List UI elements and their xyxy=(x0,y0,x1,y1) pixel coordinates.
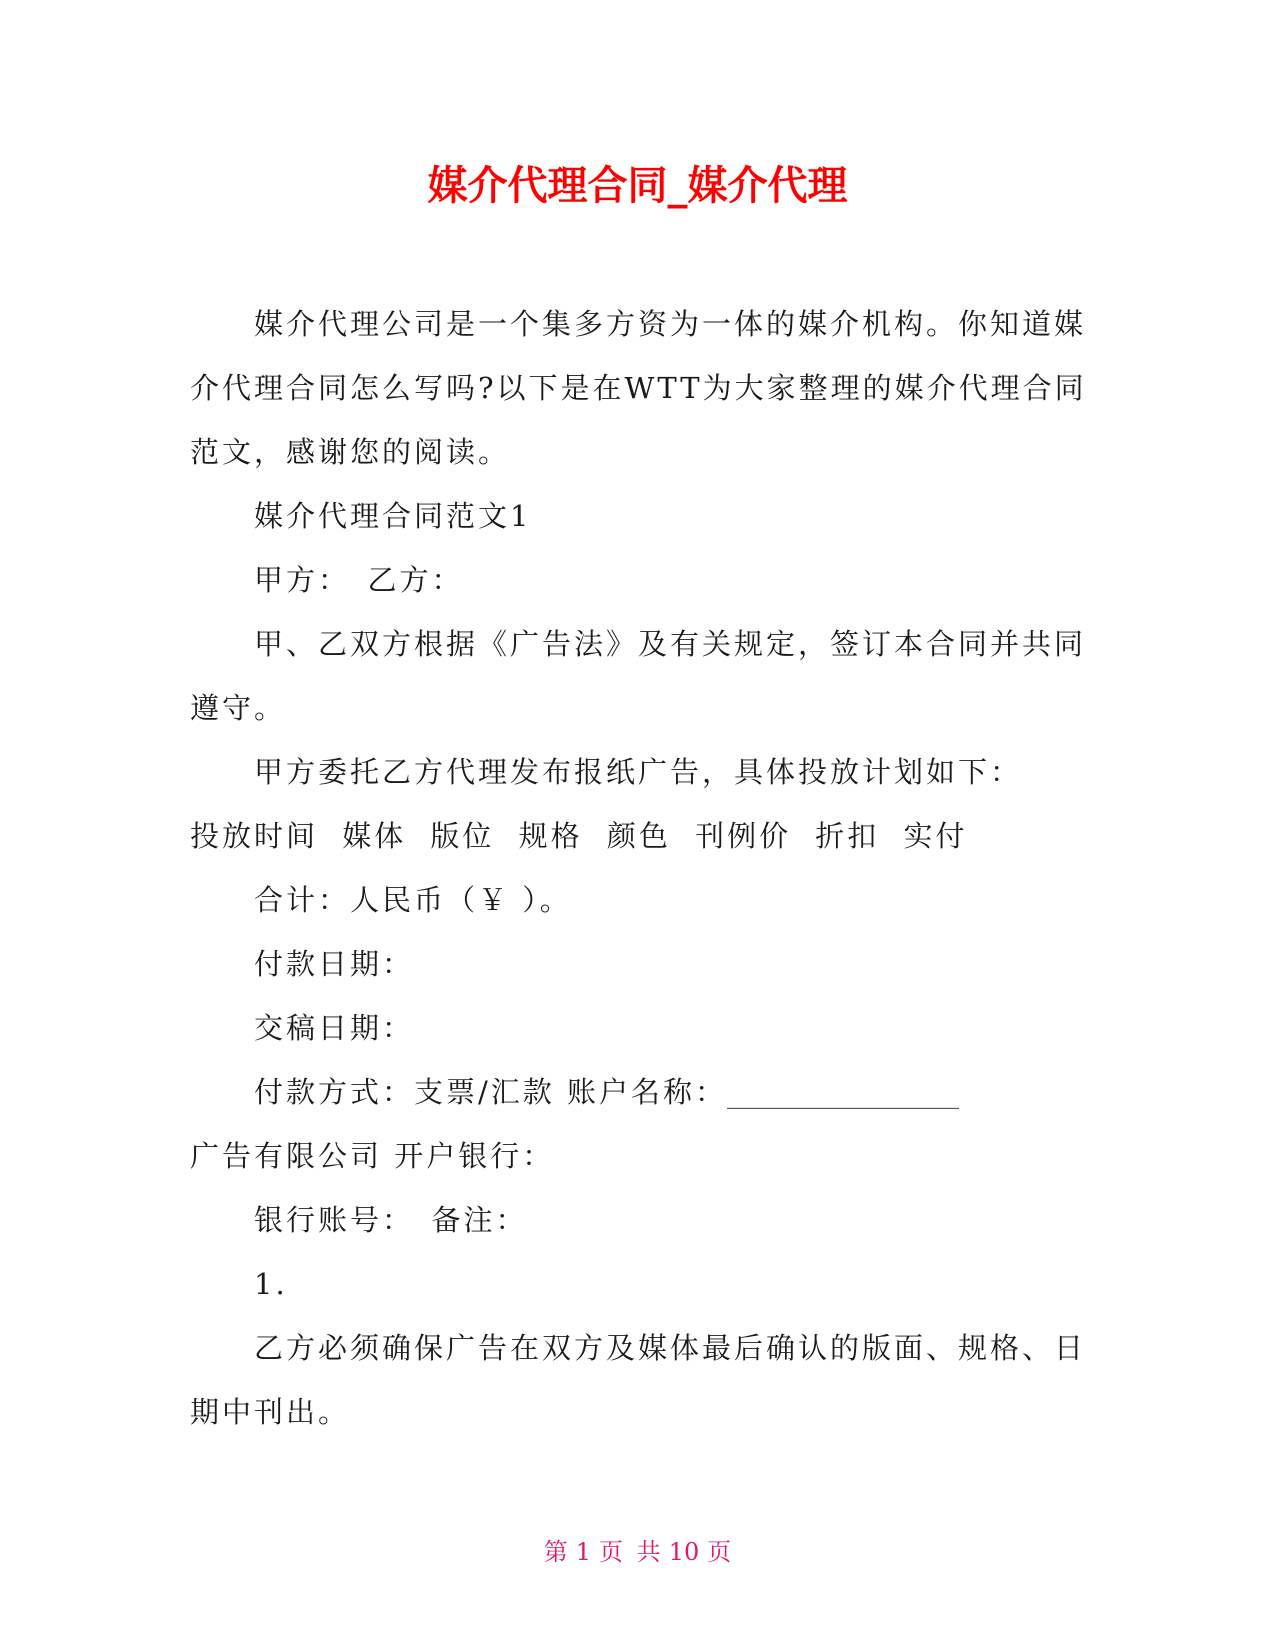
footer-page-number: 1 xyxy=(575,1538,592,1566)
page-footer xyxy=(0,1536,1275,1568)
paragraph-item-number: 1. xyxy=(254,1267,288,1301)
paragraph-plan-columns: 投放时间 媒体 版位 规格 颜色 刊例价 折扣 实付 xyxy=(190,819,968,853)
paragraph-plan-intro: 甲方委托乙方代理发布报纸广告，具体投放计划如下： xyxy=(254,755,1023,789)
paragraph-heading-sample-1: 媒介代理合同范文1 xyxy=(254,499,532,533)
paragraph-parties: 甲方： 乙方： xyxy=(254,563,464,597)
paragraph-agreement: 甲、乙双方根据《广告法》及有关规定，签订本合同并共同遵守。 xyxy=(190,627,1087,725)
document-body xyxy=(190,292,1090,1444)
paragraph-submission-date: 交稿日期： xyxy=(254,1011,415,1045)
footer-middle: 页 共 xyxy=(599,1538,661,1566)
paragraph-payment-date: 付款日期： xyxy=(254,947,415,981)
footer-prefix: 第 xyxy=(543,1538,568,1566)
paragraph-clause-1: 乙方必须确保广告在双方及媒体最后确认的版面、规格、日期中刊出。 xyxy=(190,1331,1087,1429)
paragraph-company-bank: 广告有限公司 开户银行： xyxy=(190,1139,555,1173)
paragraph-bank-account: 银行账号： 备注： xyxy=(254,1203,528,1237)
footer-suffix: 页 xyxy=(707,1538,732,1566)
paragraph-total: 合计：人民币（￥ ）。 xyxy=(254,883,572,917)
footer-total-pages: 10 xyxy=(668,1538,700,1566)
paragraph-payment-method xyxy=(190,1060,1090,1124)
paragraph-intro: 媒介代理公司是一个集多方资为一体的媒介机构。你知道媒介代理合同怎么写吗?以下是在WTT为大家整理的媒介代理合同范文，感谢您的阅读。 xyxy=(190,307,1087,469)
payment-method-text: 付款方式：支票/汇款 账户名称： xyxy=(254,1075,727,1109)
document-title: 媒介代理合同_媒介代理 xyxy=(427,163,848,209)
account-name-blank: ________________ xyxy=(727,1075,959,1109)
